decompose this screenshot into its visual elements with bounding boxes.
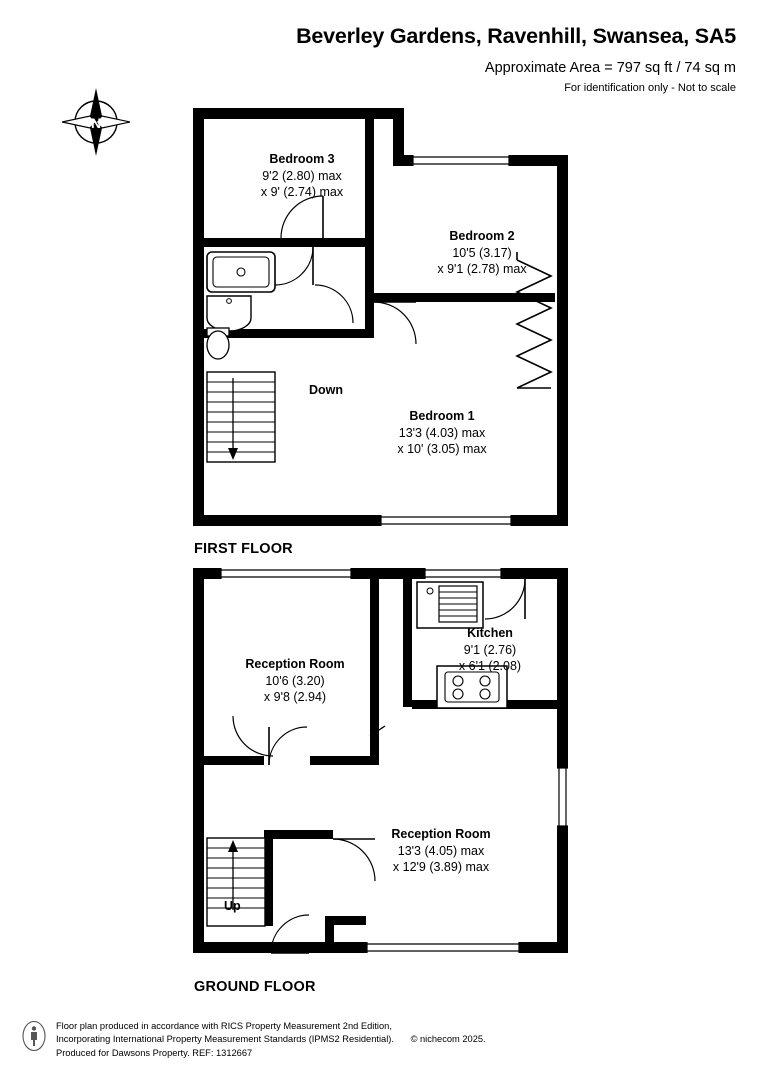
room-name: Reception Room <box>391 827 491 841</box>
identification-note: For identification only - Not to scale <box>564 82 736 94</box>
room-bedroom-1 <box>352 408 532 458</box>
footer-text <box>56 1020 486 1060</box>
stairs-up-label: Up <box>224 899 241 913</box>
footer-copyright: © nichecom 2025. <box>410 1034 486 1045</box>
room-kitchen <box>410 625 570 675</box>
room-name: Bedroom 1 <box>409 409 475 423</box>
room-dimension-1: 13'3 (4.05) max <box>397 843 485 858</box>
room-dimension-1: 13'3 (4.03) max <box>398 425 486 440</box>
room-bedroom-3 <box>212 151 392 201</box>
room-dimension-1: 10'6 (3.20) <box>265 673 325 688</box>
room-name: Reception Room <box>245 657 345 671</box>
footer-line-3: Produced for Dawsons Property. REF: 1312667 <box>56 1047 253 1058</box>
room-dimension-2: x 9'8 (2.94) <box>263 690 327 704</box>
ground-floor-label: GROUND FLOOR <box>194 979 316 995</box>
footer <box>22 1020 742 1060</box>
header <box>0 0 764 94</box>
room-dimension-2: x 9' (2.74) max <box>260 185 344 199</box>
room-dimension-1: 9'1 (2.76) <box>463 642 517 657</box>
room-dimension-2: x 9'1 (2.78) max <box>437 262 527 276</box>
person-measure-icon <box>22 1021 46 1051</box>
room-dimension-2: x 12'9 (3.89) max <box>392 860 490 874</box>
footer-line-1: Floor plan produced in accordance with RICS Property Measurement 2nd Edition, <box>56 1021 392 1031</box>
room-name: Bedroom 3 <box>269 152 335 166</box>
room-dimension-2: x 10' (3.05) max <box>397 442 487 456</box>
footer-line-2 <box>56 1033 486 1046</box>
ground-floor-plan <box>185 560 585 975</box>
room-dimension-1: 9'2 (2.80) max <box>262 168 342 183</box>
room-dimension-2: x 6'1 (2.08) <box>458 659 522 673</box>
north-compass-icon <box>62 88 130 156</box>
stairs-down-label: Down <box>309 383 344 397</box>
room-name: Bedroom 2 <box>449 229 515 243</box>
svg-text:N: N <box>90 115 102 131</box>
area-summary: Approximate Area = 797 sq ft / 74 sq m <box>484 60 736 76</box>
first-floor-label: FIRST FLOOR <box>194 541 293 557</box>
room-dimension-1: 10'5 (3.17) <box>452 245 512 260</box>
room-bedroom-2 <box>392 228 572 278</box>
room-reception-room-1 <box>200 656 390 706</box>
room-name: Kitchen <box>467 626 513 640</box>
room-reception-room-2 <box>296 826 586 876</box>
page-title: Beverley Gardens, Ravenhill, Swansea, SA5 <box>296 24 736 48</box>
footer-line-2-text: Incorporating International Property Measurement Standards (IPMS2 Residential). <box>56 1034 394 1045</box>
